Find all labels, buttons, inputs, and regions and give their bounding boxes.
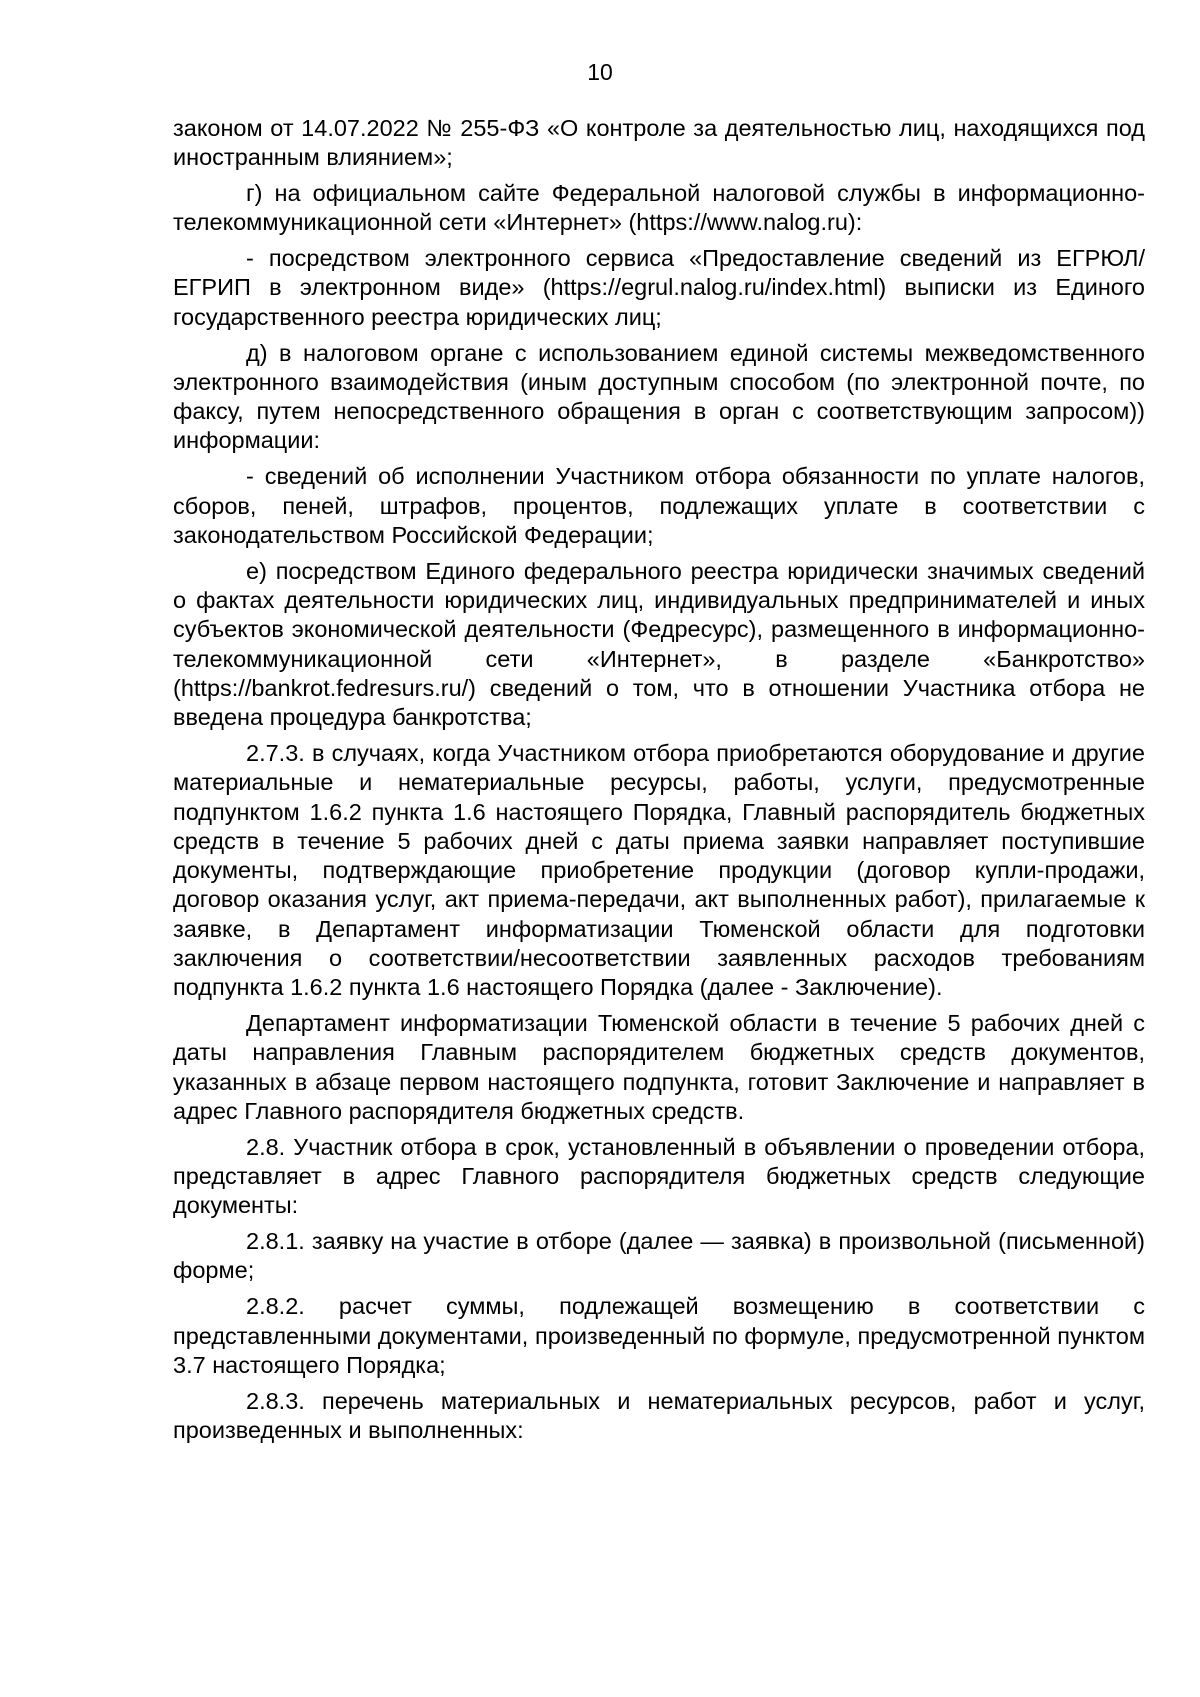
paragraph-item-g: г) на официальном сайте Федеральной налоговой службы в информационно-телекоммуникационной сети «Интернет» (https://www.nalog.ru): [173,180,1145,236]
paragraph-egrul-service: - посредством электронного сервиса «Предоставление сведений из ЕГРЮЛ/ЕГРИП в электронном виде» (https://egrul.nalog.ru/index.html) выписки из Единого государственного реестра юридических лиц; [173,245,1145,330]
document-body [173,114,1145,1452]
paragraph-2-8: 2.8. Участник отбора в срок, установленный в объявлении о проведении отбора, представляет в адрес Главного распорядителя бюджетных средств следующие документы: [173,1133,1145,1219]
paragraph-2-8-1: 2.8.1. заявку на участие в отборе (далее — заявка) в произвольной (письменной) форме; [173,1228,1145,1284]
paragraph-2-7-3: 2.7.3. в случаях, когда Участником отбора приобретаются оборудование и другие материальные и нематериальные ресурсы, работы, услуги, предусмотренные подпунктом 1.6.2 пункта 1.6 настоящего Порядка, Главный распорядитель бюджетных средств в течение 5 рабочих дней с даты приема заявки направляет поступившие документы, подтверждающие приобретение продукции (договор купли-продажи, договор оказания услуг, акт приема-передачи, акт выполненных работ), прилагаемые к заявке, в Департамент информатизации Тюменской области для подготовки заключения о соответствии/несоответствии заявленных расходов требованиям подпункта 1.6.2 пункта 1.6 настоящего Порядка (далее - Заключение). [173,739,1145,1001]
paragraph-item-e: е) посредством Единого федерального реестра юридически значимых сведений о фактах деятельности юридических лиц, индивидуальных предпринимателей и иных субъектов экономической деятельности (Федресурс), размещенного в информационно-телекоммуникационной сети «Интернет», в разделе «Банкротство» (https://bankrot.fedresurs.ru/) сведений о том, что в отношении Участника отбора не введена процедура банкротства; [173,557,1145,731]
paragraph-2-8-3: 2.8.3. перечень материальных и нематериальных ресурсов, работ и услуг, произведенных и выполненных: [173,1387,1145,1443]
paragraph-2-8-2: 2.8.2. расчет суммы, подлежащей возмещению в соответствии с представленными документами, произведенный по формуле, предусмотренной пунктом 3.7 настоящего Порядка; [173,1293,1145,1378]
paragraph-law-reference: законом от 14.07.2022 № 255-ФЗ «О контроле за деятельностью лиц, находящихся под иностранным влиянием»; [173,115,1145,171]
paragraph-tax-information: - сведений об исполнении Участником отбора обязанности по уплате налогов, сборов, пеней, штрафов, процентов, подлежащих уплате в соответствии с законодательством Российской Федерации; [173,463,1145,548]
page-number: 10 [587,59,613,85]
paragraph-item-d: д) в налоговом органе с использованием единой системы межведомственного электронного взаимодействия (иным доступным способом (по электронной почте, по факсу, путем непосредственного обращения в орган с соответствующим запросом)) информации: [173,339,1145,454]
paragraph-department-conclusion: Департамент информатизации Тюменской области в течение 5 рабочих дней с даты направления Главным распорядителем бюджетных средств документов, указанных в абзаце первом настоящего подпункта, готовит Заключение и направляет в адрес Главного распорядителя бюджетных средств. [173,1010,1145,1124]
